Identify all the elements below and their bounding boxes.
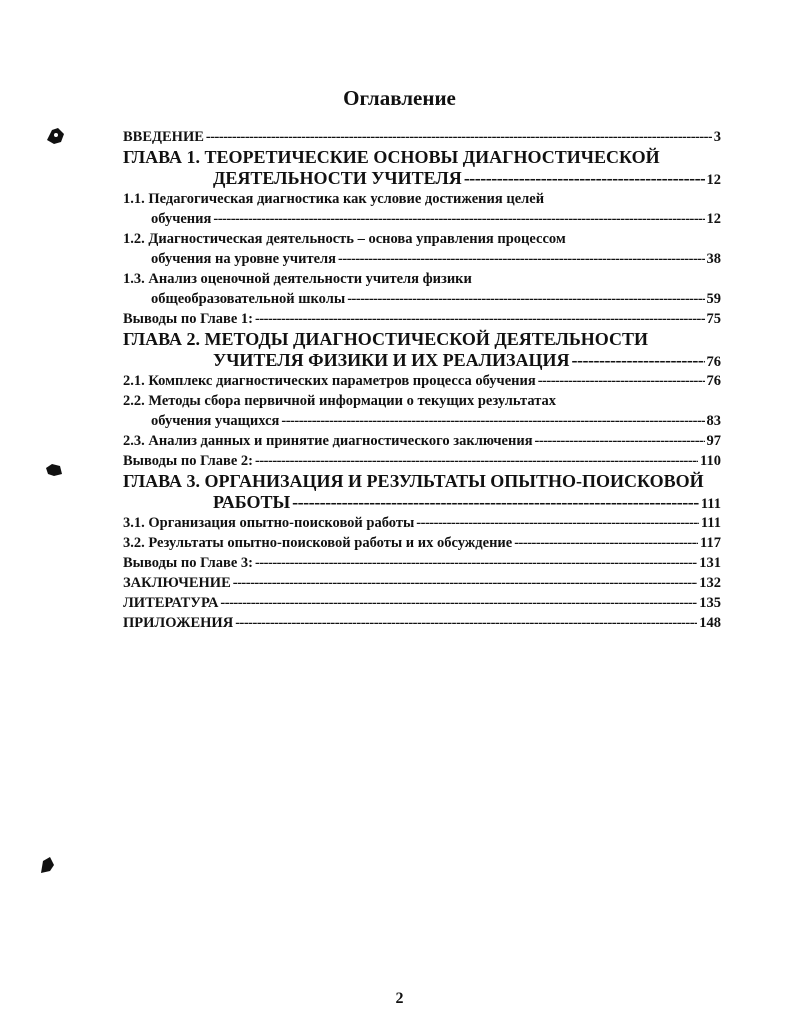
toc-entry-ch2[interactable]	[123, 329, 721, 350]
toc-dot-leader	[464, 168, 705, 189]
toc-dot-leader	[535, 431, 705, 451]
toc-entry-title: 1.3. Анализ оценочной деятельности учителя физики	[123, 271, 472, 287]
toc-entry-s12[interactable]	[123, 229, 721, 249]
toc-page-number: 131	[699, 555, 721, 571]
toc-entry-ch1-cont[interactable]	[123, 168, 721, 189]
toc-entry-concl3[interactable]	[123, 553, 721, 573]
toc-entry-s22-cont[interactable]	[123, 411, 721, 431]
toc-entry-title: УЧИТЕЛЯ ФИЗИКИ И ИХ РЕАЛИЗАЦИЯ	[213, 350, 570, 370]
toc-dot-leader	[233, 573, 697, 593]
toc-entry-title: Выводы по Главе 3:	[123, 555, 254, 571]
toc-page-number: 12	[706, 211, 721, 227]
toc-entry-title: ДЕЯТЕЛЬНОСТИ УЧИТЕЛЯ	[213, 168, 462, 188]
toc-dot-leader	[572, 350, 705, 371]
toc-entry-title: ЗАКЛЮЧЕНИЕ	[123, 575, 231, 591]
toc-page-number: 38	[706, 251, 721, 267]
toc-entry-title: ГЛАВА 2. МЕТОДЫ ДИАГНОСТИЧЕСКОЙ ДЕЯТЕЛЬНОСТИ	[123, 329, 649, 349]
toc-entry-ch3[interactable]	[123, 471, 721, 492]
toc-entry-title: 2.3. Анализ данных и принятие диагностического заключения	[123, 433, 533, 449]
toc-entry-title: ГЛАВА 3. ОРГАНИЗАЦИЯ И РЕЗУЛЬТАТЫ ОПЫТНО-ПОИСКОВОЙ	[123, 471, 704, 491]
toc-entry-title: 1.1. Педагогическая диагностика как условие достижения целей	[123, 191, 545, 207]
toc-page-number: 110	[700, 453, 721, 469]
toc-entry-s11[interactable]	[123, 189, 721, 209]
ink-blot-icon	[38, 855, 56, 875]
toc-dot-leader	[281, 411, 704, 431]
toc-entry-title: ГЛАВА 1. ТЕОРЕТИЧЕСКИЕ ОСНОВЫ ДИАГНОСТИЧЕСКОЙ	[123, 147, 660, 167]
toc-page-number: 148	[699, 615, 721, 631]
toc-entry-s23[interactable]	[123, 431, 721, 451]
toc-entry-title: 3.2. Результаты опытно-поисковой работы и их обсуждение	[123, 535, 513, 551]
toc-page-number: 97	[706, 433, 721, 449]
toc-dot-leader	[338, 249, 705, 269]
toc-entry-ch3-cont[interactable]	[123, 492, 721, 513]
page-title: Оглавление	[343, 86, 456, 110]
toc-entry-intro[interactable]	[123, 127, 721, 147]
ink-blot-icon	[44, 126, 66, 146]
toc-entry-title: Выводы по Главе 1:	[123, 311, 254, 327]
toc-dot-leader	[514, 533, 698, 553]
toc-page-number: 111	[700, 515, 721, 531]
toc-entry-s11-cont[interactable]	[123, 209, 721, 229]
toc-entry-title: обучения на уровне учителя	[151, 251, 336, 267]
toc-page-number: 76	[706, 373, 721, 389]
toc-entry-conclusion[interactable]	[123, 573, 721, 593]
ink-blot-icon	[44, 462, 64, 478]
toc-page-number: 111	[700, 496, 721, 512]
toc-entry-s13-cont[interactable]	[123, 289, 721, 309]
toc-page-number: 12	[706, 172, 721, 188]
toc-entry-title: ПРИЛОЖЕНИЯ	[123, 615, 234, 631]
toc-dot-leader	[538, 371, 705, 391]
toc-page-number: 59	[706, 291, 721, 307]
toc-entry-s12-cont[interactable]	[123, 249, 721, 269]
toc-entry-s22[interactable]	[123, 391, 721, 411]
toc-entry-concl2[interactable]	[123, 451, 721, 471]
toc-page-number: 3	[713, 129, 721, 145]
toc-dot-leader	[255, 553, 697, 573]
toc-entry-title: обучения учащихся	[151, 413, 280, 429]
toc-entry-title: 2.2. Методы сбора первичной информации о текущих результатах	[123, 393, 557, 409]
toc-page-number: 75	[706, 311, 721, 327]
toc-entry-title: 1.2. Диагностическая деятельность – основа управления процессом	[123, 231, 566, 247]
toc-entry-ch1[interactable]	[123, 147, 721, 168]
toc-dot-leader	[416, 513, 699, 533]
page-number: 2	[395, 990, 404, 1007]
toc-dot-leader	[235, 613, 697, 633]
toc-dot-leader	[347, 289, 704, 309]
toc-entry-ch2-cont[interactable]	[123, 350, 721, 371]
toc-dot-leader	[206, 127, 712, 147]
toc-page-number: 83	[706, 413, 721, 429]
toc-entry-title: 2.1. Комплекс диагностических параметров процесса обучения	[123, 373, 536, 389]
toc-entry-literature[interactable]	[123, 593, 721, 613]
toc-entry-title: РАБОТЫ	[213, 492, 291, 512]
toc-entry-title: ЛИТЕРАТУРА	[123, 595, 219, 611]
toc-entry-s32[interactable]	[123, 533, 721, 553]
toc-entry-title: общеобразовательной школы	[151, 291, 346, 307]
toc-dot-leader	[220, 593, 697, 613]
toc-page-number: 132	[699, 575, 721, 591]
toc-entry-concl1[interactable]	[123, 309, 721, 329]
toc-dot-leader	[255, 309, 704, 329]
toc-entry-s13[interactable]	[123, 269, 721, 289]
toc-dot-leader	[292, 492, 699, 513]
toc-entry-title: 3.1. Организация опытно-поисковой работы	[123, 515, 415, 531]
toc-entry-s31[interactable]	[123, 513, 721, 533]
toc-page-number: 135	[699, 595, 721, 611]
toc-dot-leader	[255, 451, 698, 471]
toc-dot-leader	[213, 209, 704, 229]
toc-entry-title: обучения	[151, 211, 212, 227]
toc-entry-s21[interactable]	[123, 371, 721, 391]
toc-entry-title: ВВЕДЕНИЕ	[123, 129, 204, 145]
toc-page-number: 76	[706, 354, 721, 370]
toc-entry-appendix[interactable]	[123, 613, 721, 633]
table-of-contents	[123, 127, 721, 633]
toc-page-number: 117	[700, 535, 721, 551]
toc-entry-title: Выводы по Главе 2:	[123, 453, 254, 469]
